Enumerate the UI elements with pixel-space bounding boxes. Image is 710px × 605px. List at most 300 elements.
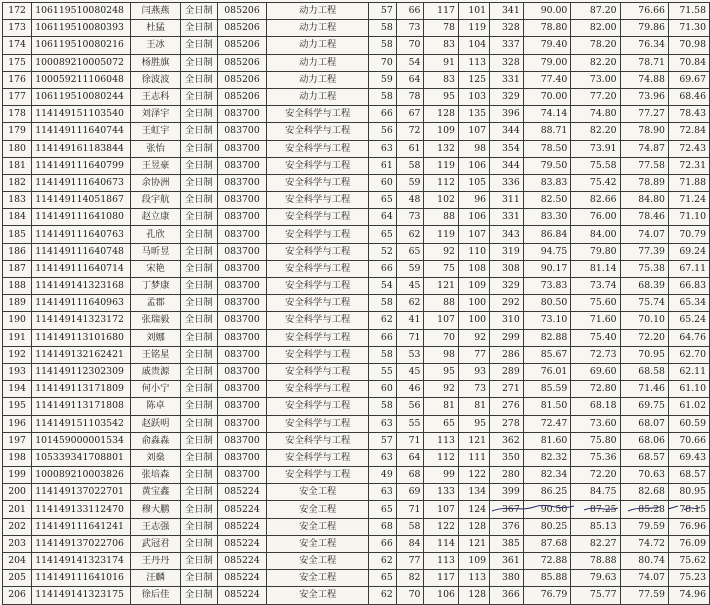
table-row [3, 3, 710, 20]
total-score-cell: 328 [490, 54, 524, 71]
interview-score-cell: 80.50 [523, 295, 571, 312]
course1-score-cell: 122 [424, 518, 458, 535]
major-code-cell: 083700 [217, 278, 267, 295]
major-code-cell: 085206 [217, 3, 267, 20]
course1-score-cell: 88 [424, 295, 458, 312]
name-cell: 闫燕燕 [131, 3, 181, 20]
total-score-cell: 354 [490, 140, 524, 157]
retest-score-cell: 82.68 [620, 484, 668, 501]
total-score-cell: 331 [490, 209, 524, 226]
name-cell: 武冠君 [131, 535, 181, 552]
retest-score-cell: 78.46 [620, 209, 668, 226]
comprehensive-score-cell: 72.20 [571, 467, 620, 484]
seq-cell: 203 [3, 535, 32, 552]
major-code-cell: 085206 [217, 37, 267, 54]
name-cell: 刘泽宇 [131, 106, 181, 123]
exam-id-cell: 114149151103542 [32, 415, 131, 432]
exam-id-cell: 114149112302309 [32, 363, 131, 380]
final-score-cell: 71.10 [668, 209, 709, 226]
total-score-cell: 308 [490, 260, 524, 277]
foreign-language-score-cell: 67 [396, 106, 424, 123]
interview-score-cell: 76.01 [523, 363, 571, 380]
name-cell: 黄宝鑫 [131, 484, 181, 501]
table-row [3, 260, 710, 277]
comprehensive-score-cell: 77.20 [571, 88, 620, 105]
retest-score-cell: 70.95 [620, 346, 668, 363]
retest-score-cell: 77.39 [620, 243, 668, 260]
politics-score-cell: 61 [369, 157, 397, 174]
final-score-cell: 69.43 [668, 449, 709, 466]
total-score-cell: 362 [490, 432, 524, 449]
retest-score-cell: 76.66 [620, 3, 668, 20]
admission-score-table [2, 2, 710, 605]
major-name-cell: 安全科学与工程 [267, 449, 369, 466]
foreign-language-score-cell: 73 [396, 20, 424, 37]
politics-score-cell: 63 [369, 484, 397, 501]
study-type-cell: 全日制 [180, 329, 217, 346]
study-type-cell: 全日制 [180, 346, 217, 363]
seq-cell: 188 [3, 278, 32, 295]
comprehensive-score-cell: 72.73 [571, 346, 620, 363]
final-score-cell: 75.62 [668, 553, 709, 570]
total-score-cell: 399 [490, 484, 524, 501]
exam-id-cell: 114149111640748 [32, 243, 131, 260]
study-type-cell: 全日制 [180, 570, 217, 587]
comprehensive-score-cell: 72.80 [571, 381, 620, 398]
exam-id-cell: 114149137022701 [32, 484, 131, 501]
total-score-cell: 336 [490, 174, 524, 191]
study-type-cell: 全日制 [180, 71, 217, 88]
study-type-cell: 全日制 [180, 243, 217, 260]
course1-score-cell: 109 [424, 123, 458, 140]
foreign-language-score-cell: 56 [396, 398, 424, 415]
study-type-cell: 全日制 [180, 381, 217, 398]
total-score-cell: 376 [490, 518, 524, 535]
politics-score-cell: 66 [369, 260, 397, 277]
final-score-cell: 72.84 [668, 123, 709, 140]
major-code-cell: 083700 [217, 157, 267, 174]
final-score-cell: 70.66 [668, 432, 709, 449]
table-row [3, 209, 710, 226]
total-score-cell: 271 [490, 381, 524, 398]
seq-cell: 180 [3, 140, 32, 157]
seq-cell: 206 [3, 587, 32, 604]
interview-score-cell: 90.00 [523, 3, 571, 20]
retest-score-cell: 69.75 [620, 398, 668, 415]
comprehensive-score-cell: 82.00 [571, 20, 620, 37]
major-name-cell: 动力工程 [267, 37, 369, 54]
study-type-cell: 全日制 [180, 88, 217, 105]
final-score-cell: 69.24 [668, 243, 709, 260]
course1-score-cell: 132 [424, 140, 458, 157]
major-code-cell: 083700 [217, 209, 267, 226]
seq-cell: 189 [3, 295, 32, 312]
politics-score-cell: 68 [369, 518, 397, 535]
course1-score-cell: 70 [424, 329, 458, 346]
final-score-cell: 69.67 [668, 71, 709, 88]
course1-score-cell: 128 [424, 106, 458, 123]
name-cell: 王丹丹 [131, 553, 181, 570]
name-cell: 段宇航 [131, 192, 181, 209]
course2-score-cell: 119 [458, 20, 489, 37]
table-row [3, 570, 710, 587]
interview-score-cell: 73.10 [523, 312, 571, 329]
exam-id-cell: 114149141323174 [32, 553, 131, 570]
course1-score-cell: 88 [424, 209, 458, 226]
name-cell: 徐后佳 [131, 587, 181, 604]
course2-score-cell: 122 [458, 467, 489, 484]
major-code-cell: 083700 [217, 106, 267, 123]
comprehensive-score-cell: 82.66 [571, 192, 620, 209]
course2-score-cell: 103 [458, 88, 489, 105]
foreign-language-score-cell: 70 [396, 587, 424, 604]
study-type-cell: 全日制 [180, 20, 217, 37]
major-name-cell: 动力工程 [267, 71, 369, 88]
interview-score-cell: 83.30 [523, 209, 571, 226]
interview-score-cell: 90.17 [523, 260, 571, 277]
comprehensive-score-cell: 71.60 [571, 312, 620, 329]
seq-cell: 199 [3, 467, 32, 484]
table-row [3, 243, 710, 260]
final-score-cell: 78.43 [668, 106, 709, 123]
study-type-cell: 全日制 [180, 553, 217, 570]
foreign-language-score-cell: 45 [396, 363, 424, 380]
major-name-cell: 安全科学与工程 [267, 209, 369, 226]
politics-score-cell: 66 [369, 329, 397, 346]
major-name-cell: 安全科学与工程 [267, 295, 369, 312]
politics-score-cell: 66 [369, 106, 397, 123]
course2-score-cell: 121 [458, 432, 489, 449]
total-score-cell: 344 [490, 123, 524, 140]
comprehensive-score-cell: 75.58 [571, 157, 620, 174]
politics-score-cell: 63 [369, 449, 397, 466]
course1-score-cell: 112 [424, 174, 458, 191]
foreign-language-score-cell: 46 [396, 381, 424, 398]
course2-score-cell: 77 [458, 346, 489, 363]
name-cell: 王虹宇 [131, 123, 181, 140]
name-cell: 何小宁 [131, 381, 181, 398]
interview-score-cell: 86.25 [523, 484, 571, 501]
exam-id-cell: 114149133112470 [32, 501, 131, 518]
total-score-cell: 380 [490, 570, 524, 587]
comprehensive-score-cell: 78.88 [571, 553, 620, 570]
foreign-language-score-cell: 71 [396, 329, 424, 346]
major-code-cell: 083700 [217, 174, 267, 191]
seq-cell: 186 [3, 243, 32, 260]
course1-score-cell: 113 [424, 553, 458, 570]
final-score-cell: 61.10 [668, 381, 709, 398]
comprehensive-score-cell: 76.00 [571, 209, 620, 226]
table-row [3, 415, 710, 432]
study-type-cell: 全日制 [180, 295, 217, 312]
total-score-cell: 328 [490, 20, 524, 37]
name-cell: 王昱豪 [131, 157, 181, 174]
course1-score-cell: 91 [424, 54, 458, 71]
foreign-language-score-cell: 70 [396, 37, 424, 54]
retest-score-cell: 74.87 [620, 140, 668, 157]
final-score-cell: 76.09 [668, 535, 709, 552]
foreign-language-score-cell: 58 [396, 157, 424, 174]
major-name-cell: 安全科学与工程 [267, 140, 369, 157]
table-row [3, 278, 710, 295]
seq-cell: 172 [3, 3, 32, 20]
table-row [3, 518, 710, 535]
retest-score-cell: 80.74 [620, 553, 668, 570]
table-row [3, 346, 710, 363]
seq-cell: 200 [3, 484, 32, 501]
major-code-cell: 085224 [217, 484, 267, 501]
exam-id-cell: 114149111641080 [32, 209, 131, 226]
politics-score-cell: 63 [369, 415, 397, 432]
seq-cell: 183 [3, 192, 32, 209]
interview-score-cell: 85.88 [523, 570, 571, 587]
seq-cell: 185 [3, 226, 32, 243]
interview-score-cell: 94.75 [523, 243, 571, 260]
total-score-cell: 329 [490, 278, 524, 295]
course2-score-cell: 108 [458, 260, 489, 277]
course2-score-cell: 73 [458, 381, 489, 398]
name-cell: 俞淼淼 [131, 432, 181, 449]
major-code-cell: 083700 [217, 243, 267, 260]
study-type-cell: 全日制 [180, 260, 217, 277]
study-type-cell: 全日制 [180, 467, 217, 484]
interview-score-cell: 79.40 [523, 37, 571, 54]
seq-cell: 187 [3, 260, 32, 277]
course2-score-cell: 105 [458, 174, 489, 191]
course2-score-cell: 109 [458, 553, 489, 570]
name-cell: 王志强 [131, 518, 181, 535]
total-score-cell: 341 [490, 3, 524, 20]
major-name-cell: 安全科学与工程 [267, 174, 369, 191]
comprehensive-score-cell: 73.60 [571, 415, 620, 432]
exam-id-cell: 106119510080216 [32, 37, 131, 54]
foreign-language-score-cell: 72 [396, 123, 424, 140]
exam-id-cell: 114149111640963 [32, 295, 131, 312]
final-score-cell: 71.30 [668, 20, 709, 37]
name-cell: 徐波波 [131, 71, 181, 88]
final-score-cell: 68.57 [668, 467, 709, 484]
major-code-cell: 085206 [217, 71, 267, 88]
course1-score-cell: 117 [424, 3, 458, 20]
study-type-cell: 全日制 [180, 535, 217, 552]
seq-cell: 192 [3, 346, 32, 363]
major-code-cell: 085224 [217, 501, 267, 518]
course1-score-cell: 81 [424, 398, 458, 415]
course2-score-cell: 113 [458, 54, 489, 71]
study-type-cell: 全日制 [180, 415, 217, 432]
foreign-language-score-cell: 58 [396, 518, 424, 535]
final-score-cell: 65.34 [668, 295, 709, 312]
retest-score-cell: 71.46 [620, 381, 668, 398]
table-row [3, 449, 710, 466]
course1-score-cell: 119 [424, 157, 458, 174]
name-cell: 穆大鹏 [131, 501, 181, 518]
course2-score-cell: 110 [458, 243, 489, 260]
name-cell: 赵立康 [131, 209, 181, 226]
major-name-cell: 动力工程 [267, 54, 369, 71]
final-score-cell: 62.70 [668, 346, 709, 363]
major-name-cell: 安全工程 [267, 553, 369, 570]
major-name-cell: 安全科学与工程 [267, 329, 369, 346]
interview-score-cell: 85.67 [523, 346, 571, 363]
seq-cell: 181 [3, 157, 32, 174]
major-code-cell: 083700 [217, 140, 267, 157]
study-type-cell: 全日制 [180, 363, 217, 380]
name-cell: 王冰 [131, 37, 181, 54]
retest-score-cell: 68.57 [620, 449, 668, 466]
retest-score-cell: 72.20 [620, 329, 668, 346]
course1-score-cell: 106 [424, 587, 458, 604]
comprehensive-score-cell: 84.75 [571, 484, 620, 501]
final-score-cell: 61.02 [668, 398, 709, 415]
seq-cell: 184 [3, 209, 32, 226]
course2-score-cell: 109 [458, 278, 489, 295]
course1-score-cell: 119 [424, 226, 458, 243]
exam-id-cell: 114149114051867 [32, 192, 131, 209]
retest-score-cell: 70.63 [620, 467, 668, 484]
interview-score-cell: 73.83 [523, 278, 571, 295]
politics-score-cell: 58 [369, 398, 397, 415]
table-row [3, 226, 710, 243]
course2-score-cell: 96 [458, 192, 489, 209]
final-score-cell: 76.96 [668, 518, 709, 535]
final-score-cell: 65.24 [668, 312, 709, 329]
foreign-language-score-cell: 55 [396, 415, 424, 432]
final-score-cell: 62.11 [668, 363, 709, 380]
retest-score-cell: 74.07 [620, 570, 668, 587]
comprehensive-score-cell: 74.80 [571, 106, 620, 123]
comprehensive-score-cell: 82.27 [571, 535, 620, 552]
study-type-cell: 全日制 [180, 501, 217, 518]
foreign-language-score-cell: 59 [396, 260, 424, 277]
course2-score-cell: 106 [458, 157, 489, 174]
total-score-cell: 299 [490, 329, 524, 346]
name-cell: 赵跃明 [131, 415, 181, 432]
comprehensive-score-cell: 75.42 [571, 174, 620, 191]
seq-cell: 197 [3, 432, 32, 449]
table-row [3, 363, 710, 380]
retest-score-cell: 78.71 [620, 54, 668, 71]
major-code-cell: 085206 [217, 20, 267, 37]
total-score-cell: 350 [490, 449, 524, 466]
major-name-cell: 安全科学与工程 [267, 467, 369, 484]
foreign-language-score-cell: 71 [396, 501, 424, 518]
seq-cell: 204 [3, 553, 32, 570]
politics-score-cell: 62 [369, 553, 397, 570]
course1-score-cell: 107 [424, 312, 458, 329]
total-score-cell: 367 [490, 501, 524, 518]
table-row [3, 312, 710, 329]
retest-score-cell: 74.07 [620, 226, 668, 243]
course2-score-cell: 111 [458, 449, 489, 466]
course1-score-cell: 114 [424, 535, 458, 552]
name-cell: 张培森 [131, 467, 181, 484]
foreign-language-score-cell: 54 [396, 54, 424, 71]
politics-score-cell: 57 [369, 432, 397, 449]
foreign-language-score-cell: 59 [396, 174, 424, 191]
final-score-cell: 70.79 [668, 226, 709, 243]
name-cell: 杜猛 [131, 20, 181, 37]
exam-id-cell: 114149113171808 [32, 398, 131, 415]
seq-cell: 195 [3, 398, 32, 415]
table-row [3, 140, 710, 157]
major-name-cell: 安全工程 [267, 484, 369, 501]
politics-score-cell: 70 [369, 54, 397, 71]
name-cell: 马昕昱 [131, 243, 181, 260]
major-name-cell: 安全科学与工程 [267, 226, 369, 243]
seq-cell: 194 [3, 381, 32, 398]
seq-cell: 174 [3, 37, 32, 54]
major-name-cell: 安全科学与工程 [267, 243, 369, 260]
table-row [3, 398, 710, 415]
final-score-cell: 71.58 [668, 3, 709, 20]
comprehensive-score-cell: 73.74 [571, 278, 620, 295]
major-name-cell: 安全工程 [267, 570, 369, 587]
total-score-cell: 280 [490, 467, 524, 484]
study-type-cell: 全日制 [180, 157, 217, 174]
major-name-cell: 动力工程 [267, 20, 369, 37]
course1-score-cell: 95 [424, 88, 458, 105]
course2-score-cell: 125 [458, 71, 489, 88]
politics-score-cell: 62 [369, 312, 397, 329]
foreign-language-score-cell: 62 [396, 226, 424, 243]
retest-score-cell: 68.39 [620, 278, 668, 295]
total-score-cell: 276 [490, 398, 524, 415]
comprehensive-score-cell: 84.00 [571, 226, 620, 243]
final-score-cell: 80.95 [668, 484, 709, 501]
total-score-cell: 286 [490, 346, 524, 363]
table-row [3, 587, 710, 604]
politics-score-cell: 65 [369, 192, 397, 209]
major-code-cell: 083700 [217, 467, 267, 484]
foreign-language-score-cell: 82 [396, 570, 424, 587]
table-body [3, 3, 710, 605]
exam-id-cell: 114149111640799 [32, 157, 131, 174]
comprehensive-score-cell: 75.60 [571, 295, 620, 312]
study-type-cell: 全日制 [180, 209, 217, 226]
study-type-cell: 全日制 [180, 587, 217, 604]
politics-score-cell: 65 [369, 226, 397, 243]
seq-cell: 198 [3, 449, 32, 466]
exam-id-cell: 114149111640744 [32, 123, 131, 140]
comprehensive-score-cell: 75.80 [571, 432, 620, 449]
study-type-cell: 全日制 [180, 484, 217, 501]
major-name-cell: 安全科学与工程 [267, 192, 369, 209]
major-code-cell: 085206 [217, 54, 267, 71]
interview-score-cell: 86.84 [523, 226, 571, 243]
retest-score-cell: 79.59 [620, 518, 668, 535]
politics-score-cell: 56 [369, 123, 397, 140]
retest-score-cell: 78.90 [620, 123, 668, 140]
seq-cell: 175 [3, 54, 32, 71]
major-name-cell: 安全科学与工程 [267, 363, 369, 380]
name-cell: 杨胜旗 [131, 54, 181, 71]
major-name-cell: 安全工程 [267, 501, 369, 518]
course1-score-cell: 83 [424, 37, 458, 54]
total-score-cell: 344 [490, 157, 524, 174]
name-cell: 张瑞毅 [131, 312, 181, 329]
name-cell: 孟郡 [131, 295, 181, 312]
comprehensive-score-cell: 82.20 [571, 123, 620, 140]
politics-score-cell: 66 [369, 535, 397, 552]
seq-cell: 193 [3, 363, 32, 380]
comprehensive-score-cell: 75.36 [571, 449, 620, 466]
name-cell: 王铭星 [131, 346, 181, 363]
name-cell: 丁梦康 [131, 278, 181, 295]
course2-score-cell: 100 [458, 312, 489, 329]
table-row [3, 174, 710, 191]
foreign-language-score-cell: 53 [396, 346, 424, 363]
